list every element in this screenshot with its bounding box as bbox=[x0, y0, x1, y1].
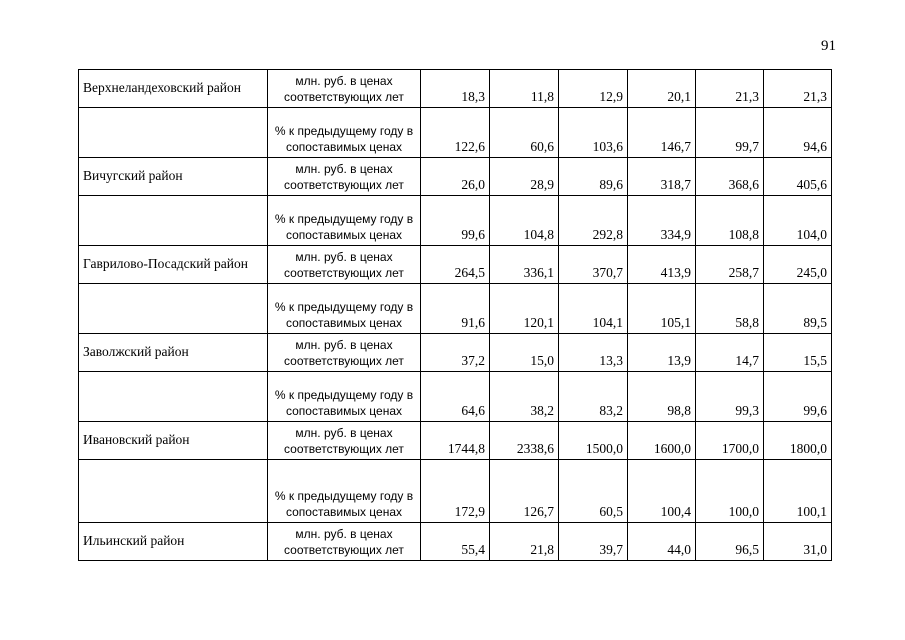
value-cell: 12,9 bbox=[559, 70, 628, 108]
district-cell: Заволжский район bbox=[79, 334, 268, 372]
value-cell: 89,5 bbox=[764, 284, 832, 334]
value-cell: 94,6 bbox=[764, 108, 832, 158]
value-cell: 37,2 bbox=[421, 334, 490, 372]
table-row bbox=[79, 108, 832, 158]
district-cell: Верхнеландеховский район bbox=[79, 70, 268, 108]
value-cell: 99,7 bbox=[696, 108, 764, 158]
value-cell: 108,8 bbox=[696, 196, 764, 246]
value-cell: 91,6 bbox=[421, 284, 490, 334]
value-cell: 13,3 bbox=[559, 334, 628, 372]
value-cell: 104,8 bbox=[490, 196, 559, 246]
value-cell: 100,1 bbox=[764, 460, 832, 523]
value-cell: 100,4 bbox=[628, 460, 696, 523]
value-cell: 1600,0 bbox=[628, 422, 696, 460]
unit-cell: % к предыдущему году в сопоставимых ценах bbox=[268, 372, 421, 422]
value-cell: 99,6 bbox=[421, 196, 490, 246]
table-row bbox=[79, 372, 832, 422]
district-data-table bbox=[78, 69, 832, 561]
value-cell: 14,7 bbox=[696, 334, 764, 372]
value-cell: 1744,8 bbox=[421, 422, 490, 460]
district-cell: Ивановский район bbox=[79, 422, 268, 460]
value-cell: 103,6 bbox=[559, 108, 628, 158]
value-cell: 126,7 bbox=[490, 460, 559, 523]
value-cell: 18,3 bbox=[421, 70, 490, 108]
value-cell: 334,9 bbox=[628, 196, 696, 246]
value-cell: 120,1 bbox=[490, 284, 559, 334]
value-cell: 11,8 bbox=[490, 70, 559, 108]
unit-cell: млн. руб. в ценах соответствующих лет bbox=[268, 70, 421, 108]
value-cell: 105,1 bbox=[628, 284, 696, 334]
value-cell: 60,5 bbox=[559, 460, 628, 523]
value-cell: 318,7 bbox=[628, 158, 696, 196]
table-row bbox=[79, 196, 832, 246]
value-cell: 31,0 bbox=[764, 523, 832, 561]
unit-cell: % к предыдущему году в сопоставимых ценах bbox=[268, 284, 421, 334]
value-cell: 64,6 bbox=[421, 372, 490, 422]
value-cell: 99,6 bbox=[764, 372, 832, 422]
value-cell: 1800,0 bbox=[764, 422, 832, 460]
value-cell: 21,3 bbox=[764, 70, 832, 108]
value-cell: 13,9 bbox=[628, 334, 696, 372]
value-cell: 83,2 bbox=[559, 372, 628, 422]
value-cell: 20,1 bbox=[628, 70, 696, 108]
value-cell: 370,7 bbox=[559, 246, 628, 284]
value-cell: 245,0 bbox=[764, 246, 832, 284]
value-cell: 44,0 bbox=[628, 523, 696, 561]
value-cell: 28,9 bbox=[490, 158, 559, 196]
value-cell: 39,7 bbox=[559, 523, 628, 561]
unit-cell: млн. руб. в ценах соответствующих лет bbox=[268, 334, 421, 372]
table-row bbox=[79, 70, 832, 108]
value-cell: 99,3 bbox=[696, 372, 764, 422]
value-cell: 58,8 bbox=[696, 284, 764, 334]
district-cell: Гаврилово-Посадский район bbox=[79, 246, 268, 284]
value-cell: 21,8 bbox=[490, 523, 559, 561]
value-cell: 122,6 bbox=[421, 108, 490, 158]
unit-cell: млн. руб. в ценах соответствующих лет bbox=[268, 246, 421, 284]
value-cell: 1700,0 bbox=[696, 422, 764, 460]
value-cell: 15,0 bbox=[490, 334, 559, 372]
value-cell: 100,0 bbox=[696, 460, 764, 523]
unit-cell: млн. руб. в ценах соответствующих лет bbox=[268, 422, 421, 460]
unit-cell: млн. руб. в ценах соответствующих лет bbox=[268, 523, 421, 561]
district-cell: Ильинский район bbox=[79, 523, 268, 561]
value-cell: 264,5 bbox=[421, 246, 490, 284]
district-cell: Вичугский район bbox=[79, 158, 268, 196]
value-cell: 336,1 bbox=[490, 246, 559, 284]
table-row bbox=[79, 460, 832, 523]
value-cell: 405,6 bbox=[764, 158, 832, 196]
table-row bbox=[79, 422, 832, 460]
table-row bbox=[79, 158, 832, 196]
table-body bbox=[79, 70, 832, 561]
value-cell: 89,6 bbox=[559, 158, 628, 196]
unit-cell: % к предыдущему году в сопоставимых ценах bbox=[268, 108, 421, 158]
value-cell: 15,5 bbox=[764, 334, 832, 372]
value-cell: 1500,0 bbox=[559, 422, 628, 460]
table-row bbox=[79, 334, 832, 372]
table-row bbox=[79, 246, 832, 284]
district-cell bbox=[79, 196, 268, 246]
table-row bbox=[79, 523, 832, 561]
value-cell: 98,8 bbox=[628, 372, 696, 422]
value-cell: 368,6 bbox=[696, 158, 764, 196]
unit-cell: % к предыдущему году в сопоставимых ценах bbox=[268, 196, 421, 246]
district-cell bbox=[79, 460, 268, 523]
value-cell: 60,6 bbox=[490, 108, 559, 158]
district-cell bbox=[79, 372, 268, 422]
unit-cell: % к предыдущему году в сопоставимых ценах bbox=[268, 460, 421, 523]
value-cell: 55,4 bbox=[421, 523, 490, 561]
value-cell: 96,5 bbox=[696, 523, 764, 561]
value-cell: 38,2 bbox=[490, 372, 559, 422]
district-cell bbox=[79, 108, 268, 158]
value-cell: 258,7 bbox=[696, 246, 764, 284]
value-cell: 21,3 bbox=[696, 70, 764, 108]
value-cell: 413,9 bbox=[628, 246, 696, 284]
value-cell: 104,1 bbox=[559, 284, 628, 334]
value-cell: 26,0 bbox=[421, 158, 490, 196]
district-cell bbox=[79, 284, 268, 334]
value-cell: 146,7 bbox=[628, 108, 696, 158]
table-row bbox=[79, 284, 832, 334]
value-cell: 104,0 bbox=[764, 196, 832, 246]
unit-cell: млн. руб. в ценах соответствующих лет bbox=[268, 158, 421, 196]
value-cell: 2338,6 bbox=[490, 422, 559, 460]
value-cell: 172,9 bbox=[421, 460, 490, 523]
value-cell: 292,8 bbox=[559, 196, 628, 246]
page-number: 91 bbox=[821, 38, 836, 54]
